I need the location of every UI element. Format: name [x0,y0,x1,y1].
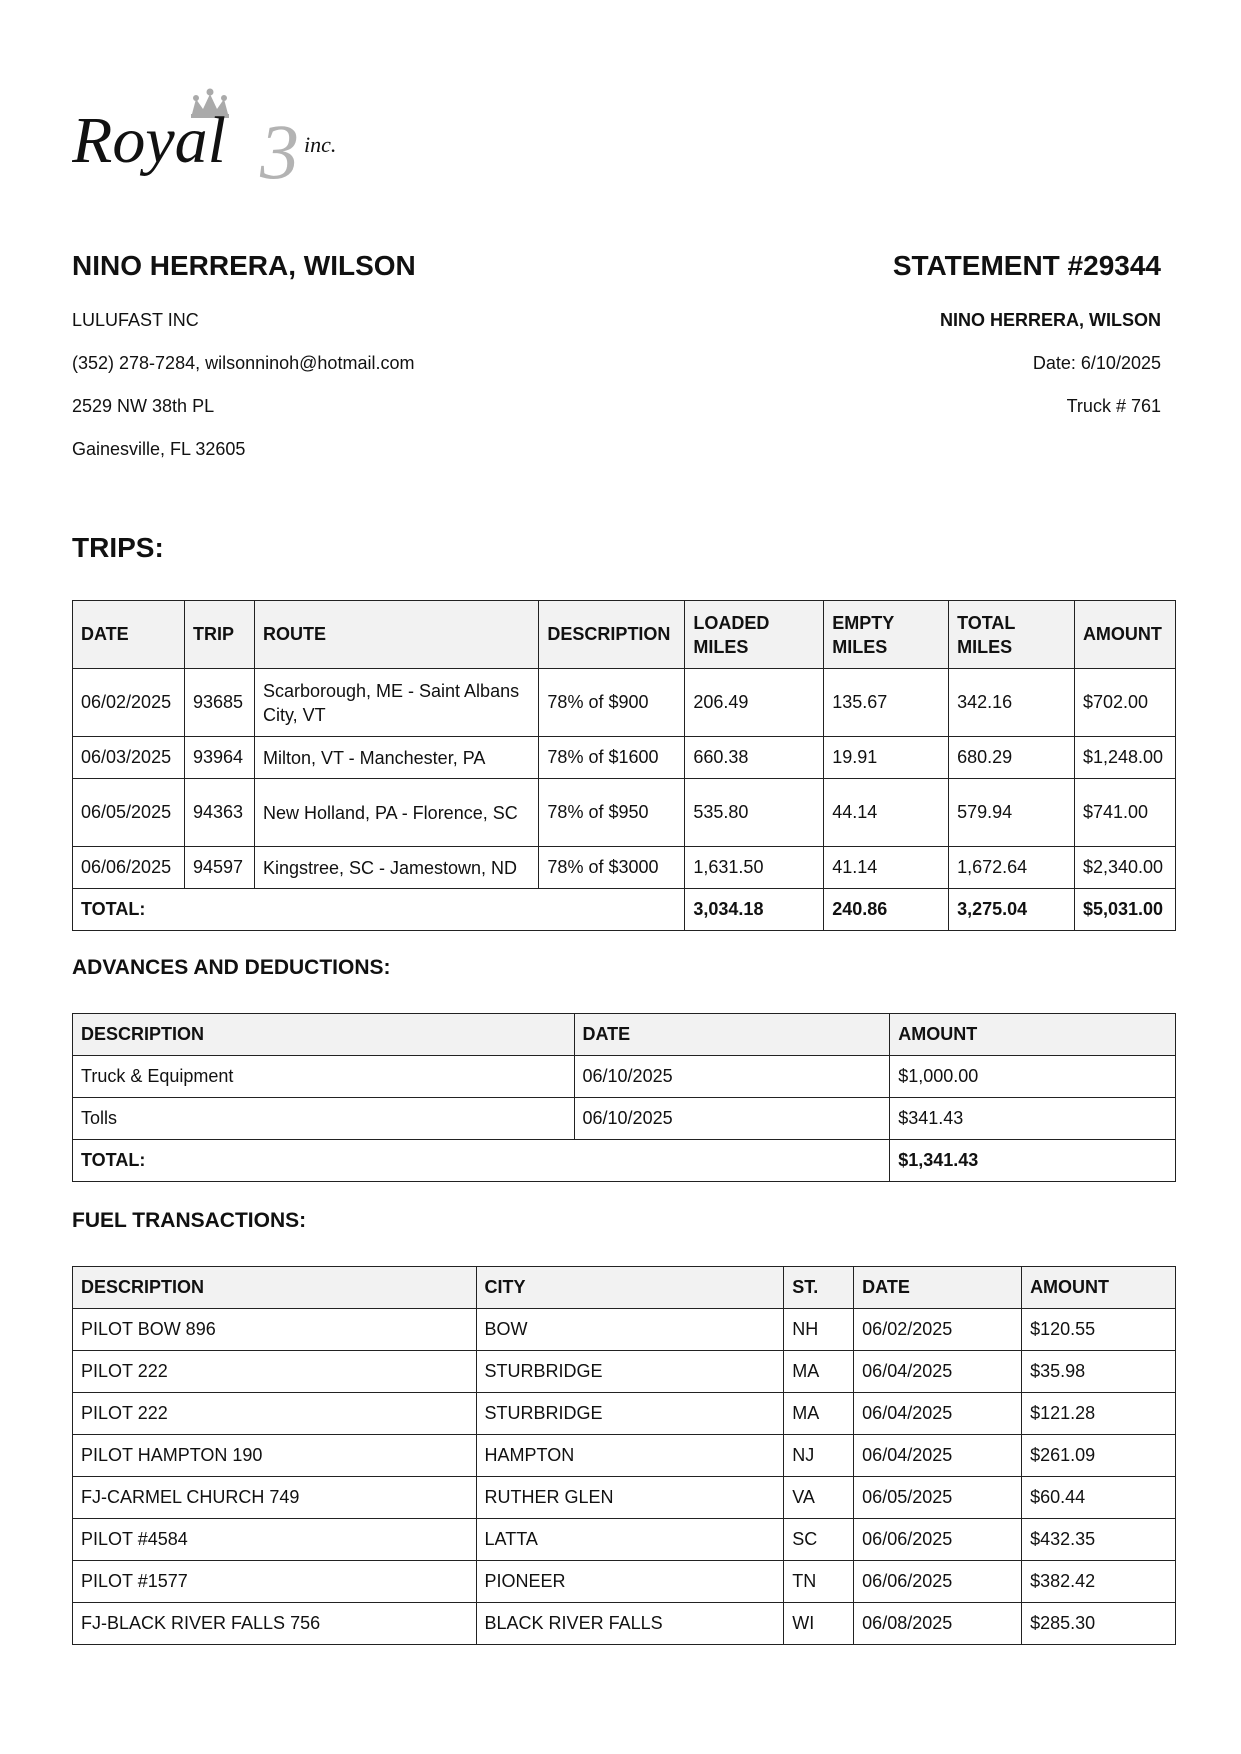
trip-loaded-miles: 535.80 [685,779,824,847]
total-amount: $5,031.00 [1074,889,1175,931]
trip-number: 94597 [184,847,254,889]
col-header: DATE [574,1014,890,1056]
trip-loaded-miles: 660.38 [685,737,824,779]
trip-description: 78% of $3000 [539,847,685,889]
col-header: AMOUNT [890,1014,1176,1056]
table-row [73,1098,1176,1140]
table-row [73,1056,1176,1098]
fuel-description: PILOT BOW 896 [73,1309,477,1351]
trip-empty-miles: 135.67 [824,669,949,737]
total-amount: $1,341.43 [890,1140,1176,1182]
col-header: DESCRIPTION [73,1267,477,1309]
total-loaded-miles: 3,034.18 [685,889,824,931]
table-row [73,1519,1176,1561]
trip-route: Scarborough, ME - Saint Albans City, VT [254,669,538,737]
trip-description: 78% of $950 [539,779,685,847]
fuel-amount: $120.55 [1022,1309,1176,1351]
trip-total-miles: 579.94 [949,779,1075,847]
col-header: DATE [854,1267,1022,1309]
carrier-info [72,248,632,459]
fuel-city: HAMPTON [476,1435,784,1477]
trip-empty-miles: 19.91 [824,737,949,779]
fuel-description: PILOT 222 [73,1351,477,1393]
trip-number: 94363 [184,779,254,847]
col-header: DATE [73,601,185,669]
table-row [73,737,1176,779]
fuel-amount: $60.44 [1022,1477,1176,1519]
trip-amount: $1,248.00 [1074,737,1175,779]
total-empty-miles: 240.86 [824,889,949,931]
fuel-state: MA [784,1351,854,1393]
fuel-description: PILOT #4584 [73,1519,477,1561]
fuel-amount: $432.35 [1022,1519,1176,1561]
fuel-state: VA [784,1477,854,1519]
carrier-company: LULUFAST INC [72,310,199,330]
trips-title: TRIPS: [72,532,164,563]
trip-total-miles: 1,672.64 [949,847,1075,889]
trip-total-miles: 342.16 [949,669,1075,737]
company-logo [72,74,392,189]
trip-number: 93964 [184,737,254,779]
advance-description: Truck & Equipment [73,1056,575,1098]
trip-route: New Holland, PA - Florence, SC [254,779,538,847]
advances-header-row [73,1014,1176,1056]
carrier-name: NINO HERRERA, WILSON [72,250,416,281]
advance-amount: $1,000.00 [890,1056,1176,1098]
trip-empty-miles: 44.14 [824,779,949,847]
carrier-address-line1: 2529 NW 38th PL [72,396,215,416]
fuel-table [72,1266,1176,1645]
table-row [73,1393,1176,1435]
fuel-date: 06/04/2025 [854,1393,1022,1435]
col-header: ST. [784,1267,854,1309]
table-row [73,1561,1176,1603]
table-row [73,669,1176,737]
statement-info [601,248,1161,416]
fuel-city: STURBRIDGE [476,1351,784,1393]
fuel-date: 06/04/2025 [854,1351,1022,1393]
col-header: LOADED MILES [685,601,824,669]
fuel-amount: $121.28 [1022,1393,1176,1435]
fuel-state: NJ [784,1435,854,1477]
advances-table [72,1013,1176,1182]
fuel-title: FUEL TRANSACTIONS: [72,1209,307,1232]
fuel-amount: $285.30 [1022,1603,1176,1645]
fuel-description: FJ-BLACK RIVER FALLS 756 [73,1603,477,1645]
fuel-description: PILOT 222 [73,1393,477,1435]
fuel-header-row [73,1267,1176,1309]
table-row [73,1477,1176,1519]
fuel-date: 06/04/2025 [854,1435,1022,1477]
trip-route: Kingstree, SC - Jamestown, ND [254,847,538,889]
advance-description: Tolls [73,1098,575,1140]
fuel-description: FJ-CARMEL CHURCH 749 [73,1477,477,1519]
trip-route: Milton, VT - Manchester, PA [254,737,538,779]
carrier-address-line2: Gainesville, FL 32605 [72,439,246,459]
trips-header-row [73,601,1176,669]
logo-suffix: inc. [304,132,337,157]
table-row [73,779,1176,847]
fuel-description: PILOT #1577 [73,1561,477,1603]
col-header: ROUTE [254,601,538,669]
fuel-city: STURBRIDGE [476,1393,784,1435]
fuel-city: LATTA [476,1519,784,1561]
fuel-description: PILOT HAMPTON 190 [73,1435,477,1477]
trip-description: 78% of $1600 [539,737,685,779]
col-header: AMOUNT [1022,1267,1176,1309]
fuel-amount: $261.09 [1022,1435,1176,1477]
table-row [73,1351,1176,1393]
advance-date: 06/10/2025 [574,1098,890,1140]
trips-table [72,600,1176,931]
fuel-date: 06/06/2025 [854,1561,1022,1603]
statement-driver: NINO HERRERA, WILSON [939,310,1161,330]
carrier-contact: (352) 278-7284, wilsonninoh@hotmail.com [72,353,415,373]
trip-amount: $2,340.00 [1074,847,1175,889]
fuel-state: WI [784,1603,854,1645]
fuel-city: RUTHER GLEN [476,1477,784,1519]
trip-loaded-miles: 1,631.50 [685,847,824,889]
fuel-amount: $382.42 [1022,1561,1176,1603]
statement-title: STATEMENT #29344 [892,250,1161,281]
table-row [73,847,1176,889]
trip-amount: $741.00 [1074,779,1175,847]
trip-total-miles: 680.29 [949,737,1075,779]
fuel-city: PIONEER [476,1561,784,1603]
fuel-city: BLACK RIVER FALLS [476,1603,784,1645]
trip-amount: $702.00 [1074,669,1175,737]
table-row [73,1603,1176,1645]
fuel-state: TN [784,1561,854,1603]
col-header: AMOUNT [1074,601,1175,669]
trip-date: 06/03/2025 [73,737,185,779]
trip-date: 06/06/2025 [73,847,185,889]
trip-loaded-miles: 206.49 [685,669,824,737]
crown-logo-icon [72,74,392,189]
fuel-amount: $35.98 [1022,1351,1176,1393]
logo-wordmark: Royal [72,104,226,177]
total-label: TOTAL: [73,889,685,931]
col-header: TRIP [184,601,254,669]
trip-empty-miles: 41.14 [824,847,949,889]
fuel-date: 06/06/2025 [854,1519,1022,1561]
col-header: EMPTY MILES [824,601,949,669]
advances-title: ADVANCES AND DEDUCTIONS: [72,956,391,979]
trip-description: 78% of $900 [539,669,685,737]
table-row [73,1435,1176,1477]
fuel-state: SC [784,1519,854,1561]
total-label: TOTAL: [73,1140,890,1182]
col-header: DESCRIPTION [73,1014,575,1056]
col-header: TOTAL MILES [949,601,1075,669]
fuel-date: 06/05/2025 [854,1477,1022,1519]
fuel-state: NH [784,1309,854,1351]
table-row [73,1309,1176,1351]
fuel-date: 06/02/2025 [854,1309,1022,1351]
advance-date: 06/10/2025 [574,1056,890,1098]
statement-date: Date: 6/10/2025 [1032,353,1161,373]
col-header: CITY [476,1267,784,1309]
fuel-state: MA [784,1393,854,1435]
trip-date: 06/05/2025 [73,779,185,847]
fuel-city: BOW [476,1309,784,1351]
trip-number: 93685 [184,669,254,737]
fuel-date: 06/08/2025 [854,1603,1022,1645]
advances-total-row [73,1140,1176,1182]
statement-truck: Truck # 761 [1066,396,1161,416]
logo-numeral: 3 [260,108,299,189]
advance-amount: $341.43 [890,1098,1176,1140]
trips-total-row [73,889,1176,931]
col-header: DESCRIPTION [539,601,685,669]
trip-date: 06/02/2025 [73,669,185,737]
total-miles: 3,275.04 [949,889,1075,931]
